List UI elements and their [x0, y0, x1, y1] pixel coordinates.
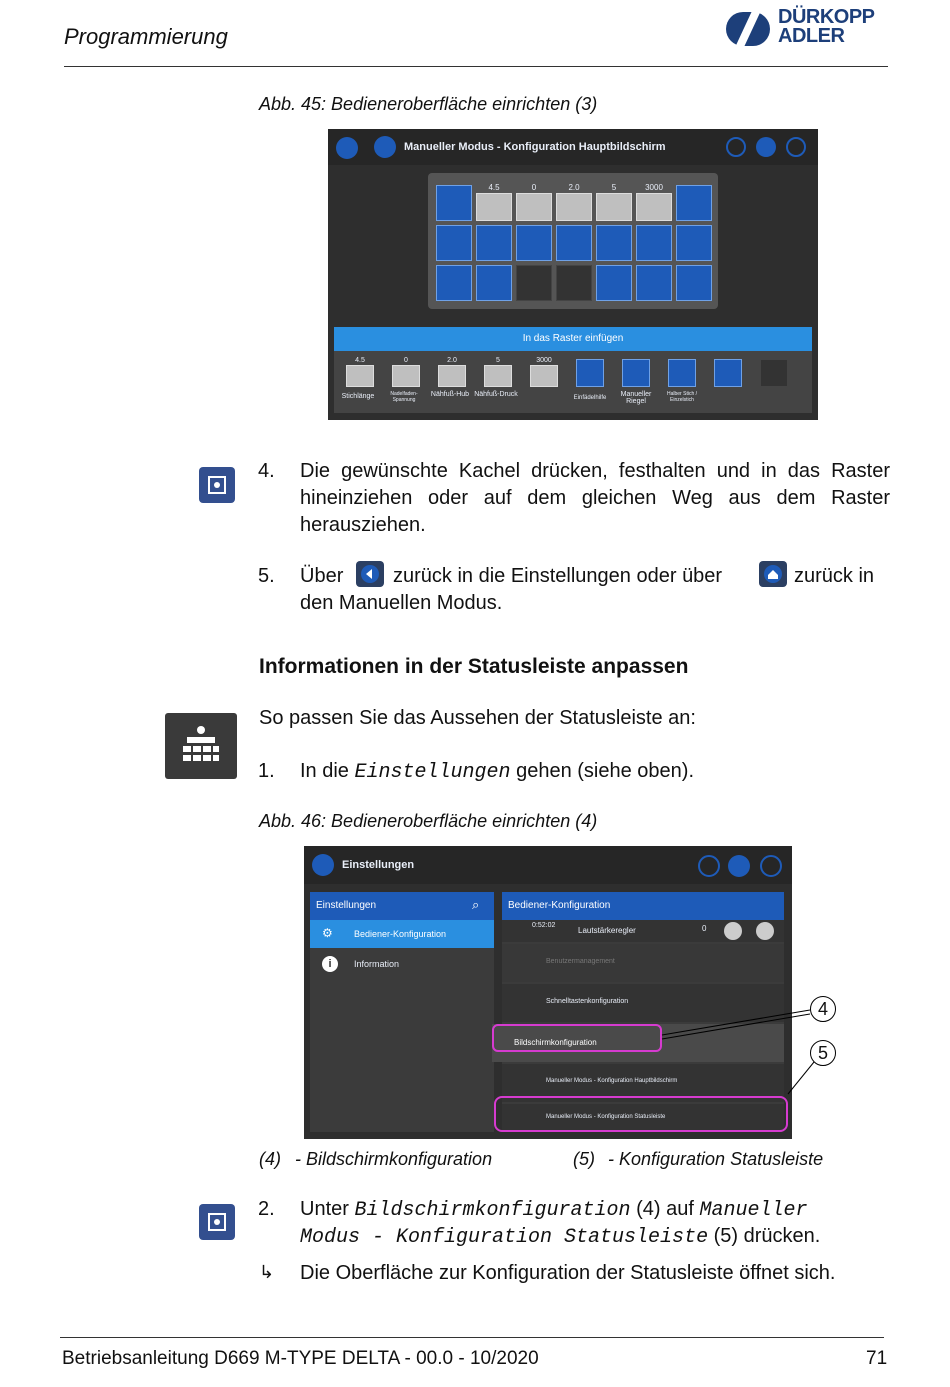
grid-tile[interactable] — [556, 225, 592, 261]
row-time: 0:52:02 — [532, 922, 556, 929]
legend-5-number: (5) — [573, 1149, 595, 1169]
step1-pre: In die — [300, 760, 349, 782]
step-text: Die gewünschte Kachel drücken, festhalten und in das Raster hineinziehen oder auf dem gleichen Weg aus dem Raster herausziehen. — [300, 460, 890, 536]
tray-tile[interactable] — [484, 365, 512, 387]
minus-icon[interactable] — [724, 922, 742, 940]
step2-menu-bildschirm: Bildschirmkonfiguration — [354, 1199, 631, 1222]
step-number: 5. — [258, 565, 275, 587]
tile-tray — [334, 351, 812, 413]
step-number: 4. — [258, 460, 275, 482]
row-label: Manueller Modus - Konfiguration Hauptbildschirm — [546, 1078, 678, 1084]
sidebar-header — [310, 892, 494, 920]
back-icon — [336, 137, 358, 159]
step-number: 2. — [258, 1198, 275, 1220]
step2-line1 — [300, 1196, 807, 1224]
tray-tile[interactable] — [668, 359, 696, 387]
row-label: Benutzermanagement — [546, 958, 615, 965]
tray-value-2: 2.0 — [447, 357, 457, 364]
step2-menu-statusleiste: Modus - Konfiguration Statusleiste — [300, 1226, 709, 1249]
section-intro: So passen Sie das Aussehen der Statusleiste an: — [259, 707, 696, 729]
help-icon — [726, 137, 746, 157]
result-arrow-icon: ↳ — [259, 1262, 275, 1282]
press-action-icon — [199, 1204, 235, 1240]
row-label: Bildschirmkonfiguration — [514, 1038, 597, 1047]
grid-tile[interactable] — [476, 193, 512, 221]
grid-value-1: 0 — [531, 183, 537, 192]
statusbar-icon — [165, 713, 237, 779]
ui-titlebar — [304, 846, 792, 884]
row-label: Lautstärkeregler — [578, 926, 636, 935]
footer-text: Betriebsanleitung D669 M-TYPE DELTA - 00.0 - 10/2020 — [62, 1348, 539, 1369]
tray-value-0: 4.5 — [355, 357, 365, 364]
grid-value-2: 2.0 — [568, 183, 580, 192]
gear-icon — [312, 854, 334, 876]
step1-text — [300, 758, 694, 786]
legend-4-text: - Bildschirmkonfiguration — [295, 1149, 493, 1169]
sidebar-header-label: Einstellungen — [316, 900, 377, 911]
tray-value-4: 3000 — [536, 357, 552, 364]
tray-tile[interactable] — [714, 359, 742, 387]
step1-menu-name: Einstellungen — [354, 761, 511, 784]
grid-tile[interactable] — [516, 225, 552, 261]
page-number: 71 — [866, 1348, 888, 1369]
plus-icon[interactable] — [756, 922, 774, 940]
config-row[interactable] — [502, 920, 784, 942]
step2-post: (5) drücken. — [713, 1225, 821, 1247]
config-row[interactable] — [502, 944, 784, 982]
settings-sidebar — [310, 892, 494, 1132]
grid-tile[interactable] — [436, 265, 472, 301]
grid-tile[interactable] — [676, 225, 712, 261]
row-value: 0 — [702, 924, 707, 933]
sidebar-item-label: Bediener-Konfiguration — [354, 929, 447, 939]
grid-tile[interactable] — [476, 265, 512, 301]
ui-title: Manueller Modus - Konfiguration Hauptbildschirm — [404, 141, 666, 153]
step2-line2 — [300, 1223, 820, 1251]
grid-tile-empty[interactable] — [516, 265, 552, 301]
grid-value-4: 3000 — [645, 183, 663, 192]
grid-value-0: 4.5 — [488, 183, 500, 192]
callout-lines — [600, 990, 840, 1100]
highlight-statusleiste — [494, 1096, 788, 1132]
tray-tile[interactable] — [530, 365, 558, 387]
grid-tile[interactable] — [596, 265, 632, 301]
footer-rule — [60, 1337, 884, 1338]
ui-title: Einstellungen — [342, 859, 415, 871]
figure46-caption: Abb. 46: Bedieneroberfläche einrichten (4) — [259, 811, 598, 831]
tray-label-3: Nähfuß-Druck — [474, 391, 518, 398]
row-label: Schnelltastenkonfiguration — [546, 998, 629, 1005]
step2-mid: (4) auf — [636, 1198, 694, 1220]
callout-5: 5 — [810, 1040, 836, 1066]
tray-label-2: Nähfuß-Hub — [430, 391, 470, 398]
step2-menu-manueller: Manueller — [699, 1199, 808, 1222]
home-icon — [728, 855, 750, 877]
result-text: Die Oberfläche zur Konfiguration der Statusleiste öffnet sich. — [300, 1262, 836, 1284]
step-text-part: Über — [300, 565, 344, 587]
tray-tile[interactable] — [760, 359, 788, 387]
grid-tile[interactable] — [636, 265, 672, 301]
grid-tile-empty[interactable] — [556, 265, 592, 301]
home-button-icon — [759, 561, 787, 587]
menu-icon — [760, 855, 782, 877]
grid-tile[interactable] — [436, 185, 472, 221]
grid-value-3: 5 — [611, 183, 617, 192]
tray-tile[interactable] — [392, 365, 420, 387]
tray-tile[interactable] — [576, 359, 604, 387]
row-label: Manueller Modus - Konfiguration Statusleiste — [546, 1114, 666, 1120]
step1-post: gehen (siehe oben). — [516, 760, 695, 782]
gear-icon — [374, 136, 396, 158]
tray-label-0: Stichlänge — [341, 393, 375, 400]
tray-label-1: Nadelfaden-Spannung — [390, 391, 418, 403]
config-header-label: Bediener-Konfiguration — [508, 900, 611, 911]
tray-label-6: Manueller Riegel — [620, 391, 652, 405]
sidebar-item-information[interactable] — [310, 950, 494, 978]
tray-value-1: 0 — [404, 357, 408, 364]
search-icon[interactable]: ⌕ — [472, 897, 480, 912]
grid-tile[interactable] — [596, 193, 632, 221]
grid-tile[interactable] — [636, 225, 672, 261]
tray-label-7: Halber Stich / Einzelstich — [666, 391, 697, 403]
config-header — [502, 892, 784, 920]
step-text-part: zurück in — [794, 565, 875, 587]
ui-titlebar — [328, 129, 818, 165]
info-icon: i — [322, 956, 338, 972]
press-action-icon — [199, 467, 235, 503]
tray-tile[interactable] — [622, 359, 650, 387]
tray-value-3: 5 — [496, 357, 500, 364]
help-icon — [698, 855, 720, 877]
grid-tile[interactable] — [676, 185, 712, 221]
duerkopp-adler-logo — [722, 6, 888, 50]
tray-label-5: Einfädelhilfe — [573, 395, 607, 401]
grid-tile[interactable] — [676, 265, 712, 301]
back-button-icon — [356, 561, 384, 587]
grid-tile[interactable] — [436, 225, 472, 261]
grid-tile[interactable] — [516, 193, 552, 221]
insert-label: In das Raster einfügen — [522, 333, 624, 344]
figure45-caption: Abb. 45: Bedieneroberfläche einrichten (3) — [259, 94, 598, 114]
legend-5-text: - Konfiguration Statusleiste — [608, 1149, 824, 1169]
section-heading: Informationen in der Statusleiste anpassen — [259, 655, 689, 678]
step2-pre: Unter — [300, 1198, 349, 1220]
insert-bar — [334, 327, 812, 351]
tile-grid — [428, 173, 718, 309]
grid-tile[interactable] — [596, 225, 632, 261]
step-text-part: den Manuellen Modus. — [300, 592, 503, 614]
grid-tile[interactable] — [476, 225, 512, 261]
user-config-icon: ⚙ — [322, 926, 333, 940]
menu-icon — [786, 137, 806, 157]
sidebar-item-label: Information — [354, 959, 400, 969]
logo-line2: ADLER — [778, 25, 845, 47]
legend-4-number: (4) — [259, 1149, 281, 1169]
step-number: 1. — [258, 760, 275, 782]
step-text-part: zurück in die Einstellungen oder über — [393, 565, 723, 587]
sidebar-item-bediener[interactable] — [310, 920, 494, 948]
home-icon — [756, 137, 776, 157]
tray-tile[interactable] — [346, 365, 374, 387]
logo-mark-icon — [722, 6, 776, 50]
header-rule — [64, 66, 888, 67]
grid-tile[interactable] — [556, 193, 592, 221]
logo-line1: DÜRKOPP — [778, 6, 875, 28]
figure45-screenshot — [328, 129, 818, 420]
running-header-title: Programmierung — [64, 24, 228, 49]
callout-4: 4 — [810, 996, 836, 1022]
tray-tile[interactable] — [438, 365, 466, 387]
grid-tile[interactable] — [636, 193, 672, 221]
